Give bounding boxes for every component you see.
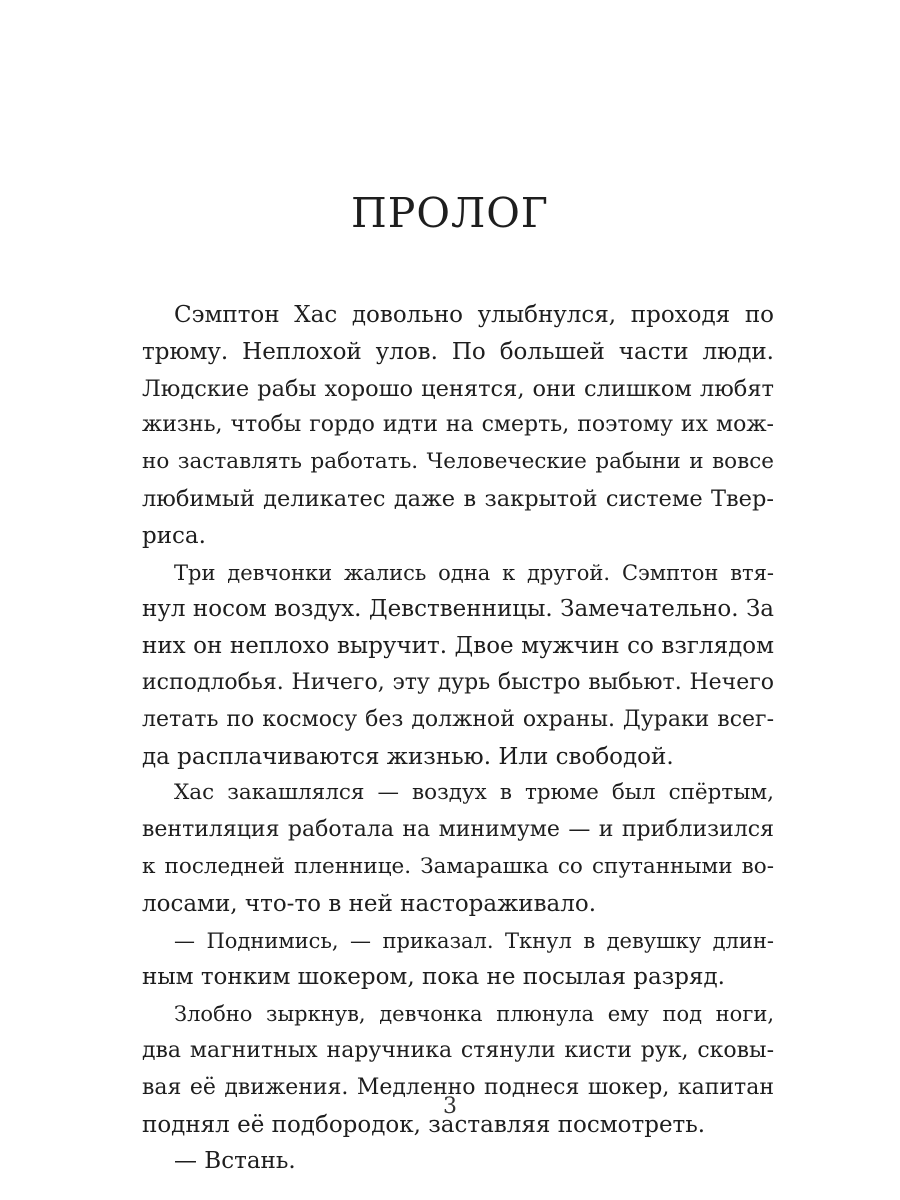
body-text	[142, 297, 774, 1180]
text-line: к последней пленнице. Замарашка со спутанными во-	[142, 853, 774, 879]
text-line: поднял её подбородок, заставляя посмотреть.	[142, 1111, 706, 1138]
paragraph	[142, 923, 774, 997]
text-line: ным тонким шокером, пока не посылая разряд.	[142, 964, 725, 991]
text-line: Сэмптон Хас довольно улыбнулся, проходя по	[174, 302, 774, 328]
text-line: риса.	[142, 522, 206, 549]
text-line: летать по космосу без должной охраны. Дураки всег-	[142, 706, 774, 732]
text-line: да расплачиваются жизнью. Или свободой.	[142, 743, 674, 770]
text-line: — Встань.	[174, 1148, 296, 1175]
text-line: Три девчонки жались одна к другой. Сэмптон втя-	[174, 560, 774, 585]
text-line: Злобно зыркнув, девчонка плюнула ему под ноги,	[174, 1002, 774, 1027]
text-line: — Поднимись, — приказал. Ткнул в девушку длин-	[174, 928, 774, 953]
text-line: любимый деликатес даже в закрытой системе Твер-	[142, 485, 774, 512]
text-line: трюму. Неплохой улов. По большей части люди.	[142, 338, 774, 365]
page-number: 3	[443, 1094, 457, 1119]
text-line: нул носом воздух. Девственницы. Замечательно. За	[142, 596, 774, 623]
text-line: лосами, что-то в ней настораживало.	[142, 890, 597, 917]
text-line: исподлобья. Ничего, эту дурь быстро выбьют. Нечего	[142, 669, 774, 695]
text-line: них он неплохо выручит. Двое мужчин со взглядом	[142, 633, 774, 660]
paragraph	[142, 775, 774, 922]
text-line: вая её движения. Медленно поднеся шокер, капитан	[142, 1074, 774, 1100]
paragraph	[142, 555, 774, 776]
chapter-title: ПРОЛОГ	[351, 189, 549, 237]
text-line: Хас закашлялся — воздух в трюме был спёртым,	[174, 780, 774, 806]
text-line: два магнитных наручника стянули кисти рук, сковы-	[142, 1037, 774, 1063]
paragraph	[142, 1143, 774, 1180]
text-line: вентиляция работала на минимуме — и приблизился	[142, 817, 774, 843]
text-line: Людские рабы хорошо ценятся, они слишком любят	[142, 375, 774, 402]
text-line: но заставлять работать. Человеческие рабыни и вовсе	[142, 449, 774, 475]
paragraph	[142, 297, 774, 555]
text-line: жизнь, чтобы гордо идти на смерть, поэтому их мож-	[142, 412, 774, 438]
